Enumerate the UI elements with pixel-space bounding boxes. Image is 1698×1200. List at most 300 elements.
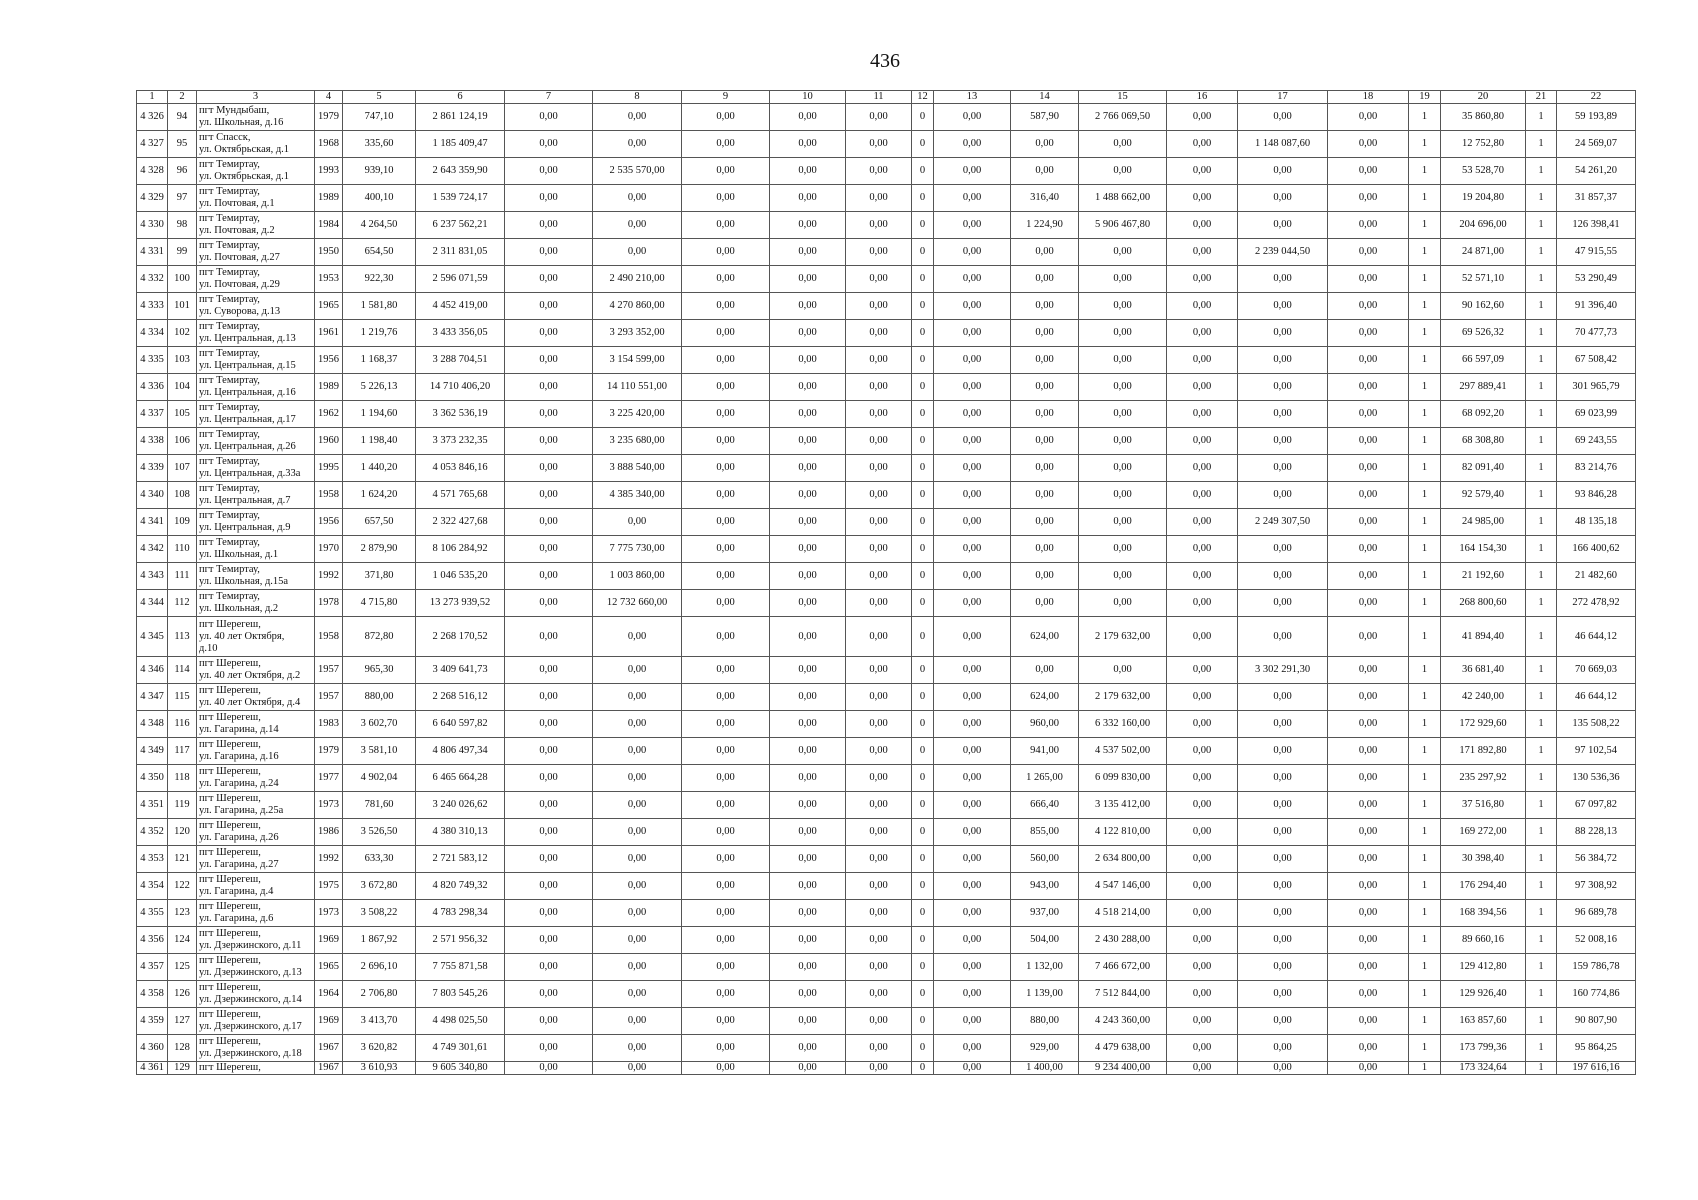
- table-cell: 0,00: [1167, 428, 1238, 455]
- table-cell: 4 330: [137, 212, 168, 239]
- table-row: [137, 1035, 1636, 1062]
- table-cell: 1: [1409, 320, 1441, 347]
- table-cell: 1 198,40: [343, 428, 416, 455]
- table-cell: 0,00: [1328, 657, 1409, 684]
- address-cell: пгт Шерегеш, ул. Дзержинского, д.11: [197, 927, 315, 954]
- table-cell: 7 512 844,00: [1079, 981, 1167, 1008]
- table-cell: 0: [912, 1035, 934, 1062]
- table-cell: 0,00: [846, 819, 912, 846]
- table-cell: 41 894,40: [1441, 617, 1526, 657]
- table-cell: 0: [912, 738, 934, 765]
- table-cell: 0,00: [682, 765, 770, 792]
- table-cell: 2 311 831,05: [416, 239, 505, 266]
- table-cell: 0,00: [770, 320, 846, 347]
- table-cell: 4 326: [137, 104, 168, 131]
- table-cell: 8 106 284,92: [416, 536, 505, 563]
- table-row: [137, 1062, 1636, 1075]
- table-cell: 2 490 210,00: [593, 266, 682, 293]
- table-cell: 1: [1526, 1008, 1557, 1035]
- address-cell: пгт Шерегеш, ул. Гагарина, д.4: [197, 873, 315, 900]
- table-cell: 4 332: [137, 266, 168, 293]
- table-cell: 4 537 502,00: [1079, 738, 1167, 765]
- table-cell: 0,00: [1167, 482, 1238, 509]
- table-cell: 1: [1526, 320, 1557, 347]
- table-cell: 88 228,13: [1557, 819, 1636, 846]
- table-cell: 95: [168, 131, 197, 158]
- table-cell: 657,50: [343, 509, 416, 536]
- table-cell: 0: [912, 428, 934, 455]
- table-cell: 4 243 360,00: [1079, 1008, 1167, 1035]
- table-cell: 48 135,18: [1557, 509, 1636, 536]
- table-cell: 0,00: [1238, 1062, 1328, 1075]
- column-header: 11: [846, 91, 912, 104]
- table-cell: 0,00: [682, 819, 770, 846]
- address-cell: пгт Темиртау, ул. Школьная, д.15а: [197, 563, 315, 590]
- table-cell: 1: [1526, 927, 1557, 954]
- table-cell: 0,00: [1079, 590, 1167, 617]
- table-cell: 0,00: [682, 428, 770, 455]
- table-cell: 0,00: [846, 590, 912, 617]
- table-cell: 4 341: [137, 509, 168, 536]
- table-cell: 0,00: [770, 900, 846, 927]
- table-cell: 0: [912, 590, 934, 617]
- table-cell: 0,00: [682, 1008, 770, 1035]
- table-cell: 3 610,93: [343, 1062, 416, 1075]
- table-cell: 1989: [315, 374, 343, 401]
- table-cell: 0,00: [1238, 563, 1328, 590]
- table-cell: 0,00: [934, 347, 1011, 374]
- table-cell: 4 329: [137, 185, 168, 212]
- table-cell: 4 053 846,16: [416, 455, 505, 482]
- table-cell: 0,00: [682, 563, 770, 590]
- table-row: [137, 536, 1636, 563]
- table-cell: 0,00: [1328, 266, 1409, 293]
- table-cell: 0,00: [770, 590, 846, 617]
- table-cell: 0: [912, 819, 934, 846]
- table-cell: 0,00: [1167, 509, 1238, 536]
- table-cell: 1: [1409, 590, 1441, 617]
- table-cell: 1967: [315, 1035, 343, 1062]
- table-cell: 0,00: [593, 617, 682, 657]
- table-cell: 1: [1409, 563, 1441, 590]
- table-cell: 0,00: [593, 927, 682, 954]
- table-cell: 4 479 638,00: [1079, 1035, 1167, 1062]
- table-cell: 0,00: [1011, 266, 1079, 293]
- table-cell: 83 214,76: [1557, 455, 1636, 482]
- table-cell: 0,00: [1238, 819, 1328, 846]
- table-cell: 4 348: [137, 711, 168, 738]
- table-cell: 21 482,60: [1557, 563, 1636, 590]
- table-cell: 0,00: [1167, 738, 1238, 765]
- table-cell: 13 273 939,52: [416, 590, 505, 617]
- table-cell: 0,00: [682, 981, 770, 1008]
- table-cell: 0,00: [1238, 428, 1328, 455]
- table-cell: 0,00: [1011, 347, 1079, 374]
- table-cell: 1 148 087,60: [1238, 131, 1328, 158]
- address-cell: пгт Темиртау, ул. Суворова, д.13: [197, 293, 315, 320]
- table-cell: 0,00: [682, 536, 770, 563]
- table-cell: 91 396,40: [1557, 293, 1636, 320]
- table-cell: 0,00: [1328, 455, 1409, 482]
- table-cell: 0: [912, 185, 934, 212]
- table-cell: 105: [168, 401, 197, 428]
- table-row: [137, 819, 1636, 846]
- table-cell: 4 347: [137, 684, 168, 711]
- table-row: [137, 657, 1636, 684]
- table-cell: 0,00: [1167, 846, 1238, 873]
- table-cell: 99: [168, 239, 197, 266]
- table-cell: 0,00: [770, 428, 846, 455]
- table-cell: 0,00: [593, 900, 682, 927]
- table-cell: 69 023,99: [1557, 401, 1636, 428]
- table-cell: 0,00: [846, 617, 912, 657]
- table-cell: 3 620,82: [343, 1035, 416, 1062]
- table-cell: 1960: [315, 428, 343, 455]
- table-cell: 0,00: [1238, 927, 1328, 954]
- page-number: 436: [870, 50, 900, 72]
- table-cell: 0: [912, 401, 934, 428]
- table-cell: 1: [1409, 792, 1441, 819]
- address-cell: пгт Темиртау, ул. Центральная, д.9: [197, 509, 315, 536]
- table-cell: 4 333: [137, 293, 168, 320]
- table-cell: 0,00: [682, 657, 770, 684]
- table-cell: 0,00: [505, 428, 593, 455]
- table-cell: 297 889,41: [1441, 374, 1526, 401]
- table-cell: 0,00: [1328, 819, 1409, 846]
- table-cell: 1964: [315, 981, 343, 1008]
- table-cell: 0,00: [1167, 1062, 1238, 1075]
- table-cell: 66 597,09: [1441, 347, 1526, 374]
- table-cell: 4 122 810,00: [1079, 819, 1167, 846]
- table-cell: 0,00: [1238, 684, 1328, 711]
- table-cell: 0,00: [770, 455, 846, 482]
- table-cell: 0,00: [770, 563, 846, 590]
- table-cell: 0,00: [846, 266, 912, 293]
- address-cell: пгт Темиртау, ул. Центральная, д.16: [197, 374, 315, 401]
- table-cell: 69 526,32: [1441, 320, 1526, 347]
- table-cell: 53 290,49: [1557, 266, 1636, 293]
- table-cell: 0,00: [1079, 320, 1167, 347]
- table-cell: 1: [1526, 185, 1557, 212]
- column-header: 2: [168, 91, 197, 104]
- table-cell: 1: [1409, 131, 1441, 158]
- table-cell: 0,00: [1238, 455, 1328, 482]
- table-cell: 2 179 632,00: [1079, 617, 1167, 657]
- table-cell: 0,00: [1238, 954, 1328, 981]
- table-cell: 1970: [315, 536, 343, 563]
- table-cell: 6 465 664,28: [416, 765, 505, 792]
- table-cell: 94: [168, 104, 197, 131]
- table-cell: 1: [1409, 617, 1441, 657]
- table-cell: 4 355: [137, 900, 168, 927]
- table-cell: 163 857,60: [1441, 1008, 1526, 1035]
- table-cell: 0,00: [593, 509, 682, 536]
- table-cell: 0,00: [934, 401, 1011, 428]
- table-cell: 0,00: [934, 428, 1011, 455]
- table-cell: 1: [1526, 158, 1557, 185]
- table-cell: 4 338: [137, 428, 168, 455]
- table-cell: 0,00: [682, 104, 770, 131]
- table-cell: 168 394,56: [1441, 900, 1526, 927]
- table-cell: 0: [912, 293, 934, 320]
- table-cell: 0,00: [1328, 401, 1409, 428]
- table-cell: 3 154 599,00: [593, 347, 682, 374]
- table-cell: 1: [1409, 347, 1441, 374]
- table-cell: 67 097,82: [1557, 792, 1636, 819]
- table-cell: 123: [168, 900, 197, 927]
- table-cell: 4 783 298,34: [416, 900, 505, 927]
- table-cell: 0,00: [1167, 1008, 1238, 1035]
- table-row: [137, 401, 1636, 428]
- table-cell: 4 360: [137, 1035, 168, 1062]
- table-cell: 0,00: [846, 428, 912, 455]
- address-cell: пгт Шерегеш, ул. Дзержинского, д.14: [197, 981, 315, 1008]
- table-cell: 1993: [315, 158, 343, 185]
- table-cell: 0,00: [593, 1035, 682, 1062]
- column-header: 13: [934, 91, 1011, 104]
- table-cell: 0,00: [682, 1062, 770, 1075]
- table-row: [137, 873, 1636, 900]
- table-cell: 0,00: [1167, 158, 1238, 185]
- table-cell: 268 800,60: [1441, 590, 1526, 617]
- table-cell: 1: [1409, 293, 1441, 320]
- table-cell: 114: [168, 657, 197, 684]
- table-cell: 0,00: [1011, 158, 1079, 185]
- table-cell: 3 135 412,00: [1079, 792, 1167, 819]
- table-cell: 129 926,40: [1441, 981, 1526, 1008]
- table-cell: 0,00: [770, 927, 846, 954]
- column-header: 12: [912, 91, 934, 104]
- table-cell: 0,00: [1167, 185, 1238, 212]
- table-cell: 0,00: [682, 266, 770, 293]
- table-cell: 0,00: [505, 927, 593, 954]
- table-cell: 42 240,00: [1441, 684, 1526, 711]
- table-cell: 0,00: [682, 1035, 770, 1062]
- table-cell: 0: [912, 792, 934, 819]
- table-cell: 0,00: [1011, 428, 1079, 455]
- table-cell: 0,00: [770, 185, 846, 212]
- table-cell: 0,00: [1328, 792, 1409, 819]
- table-cell: 0,00: [1079, 536, 1167, 563]
- table-cell: 36 681,40: [1441, 657, 1526, 684]
- table-cell: 0,00: [1011, 657, 1079, 684]
- address-cell: пгт Темиртау, ул. Центральная, д.17: [197, 401, 315, 428]
- table-cell: 0,00: [846, 374, 912, 401]
- table-cell: 2 696,10: [343, 954, 416, 981]
- table-cell: 1995: [315, 455, 343, 482]
- table-cell: 0,00: [934, 536, 1011, 563]
- table-cell: 0,00: [593, 711, 682, 738]
- table-cell: 2 634 800,00: [1079, 846, 1167, 873]
- table-cell: 0,00: [1011, 401, 1079, 428]
- table-cell: 0,00: [846, 347, 912, 374]
- table-cell: 781,60: [343, 792, 416, 819]
- table-cell: 0,00: [505, 104, 593, 131]
- table-cell: 0,00: [593, 954, 682, 981]
- table-cell: 0,00: [1079, 657, 1167, 684]
- table-cell: 37 516,80: [1441, 792, 1526, 819]
- table-cell: 1 488 662,00: [1079, 185, 1167, 212]
- table-cell: 0,00: [505, 293, 593, 320]
- table-cell: 1: [1526, 684, 1557, 711]
- table-cell: 0,00: [505, 900, 593, 927]
- table-cell: 1 003 860,00: [593, 563, 682, 590]
- table-cell: 4 357: [137, 954, 168, 981]
- table-cell: 1: [1409, 1008, 1441, 1035]
- table-cell: 3 508,22: [343, 900, 416, 927]
- table-cell: 3 602,70: [343, 711, 416, 738]
- table-cell: 0,00: [934, 765, 1011, 792]
- table-cell: 21 192,60: [1441, 563, 1526, 590]
- table-cell: 4 361: [137, 1062, 168, 1075]
- table-cell: 56 384,72: [1557, 846, 1636, 873]
- table-cell: 12 732 660,00: [593, 590, 682, 617]
- table-cell: 0: [912, 954, 934, 981]
- table-cell: 0,00: [1328, 131, 1409, 158]
- table-cell: 1: [1526, 846, 1557, 873]
- table-cell: 0,00: [770, 239, 846, 266]
- table-cell: 164 154,30: [1441, 536, 1526, 563]
- table-cell: 112: [168, 590, 197, 617]
- column-header: 3: [197, 91, 315, 104]
- table-cell: 0,00: [1328, 374, 1409, 401]
- table-cell: 0: [912, 873, 934, 900]
- table-cell: 0,00: [846, 563, 912, 590]
- table-cell: 0: [912, 104, 934, 131]
- table-cell: 0,00: [1011, 455, 1079, 482]
- table-cell: 0,00: [1238, 617, 1328, 657]
- table-cell: 0,00: [505, 374, 593, 401]
- table-cell: 1: [1526, 212, 1557, 239]
- table-cell: 0: [912, 711, 934, 738]
- table-cell: 0,00: [682, 617, 770, 657]
- table-cell: 0: [912, 239, 934, 266]
- table-cell: 1956: [315, 347, 343, 374]
- table-cell: 0,00: [1328, 738, 1409, 765]
- table-cell: 0,00: [770, 617, 846, 657]
- table-cell: 1958: [315, 617, 343, 657]
- table-cell: 3 240 026,62: [416, 792, 505, 819]
- table-cell: 0,00: [682, 954, 770, 981]
- table-cell: 0,00: [505, 320, 593, 347]
- table-cell: 0,00: [934, 482, 1011, 509]
- table-cell: 0,00: [1167, 981, 1238, 1008]
- table-cell: 6 237 562,21: [416, 212, 505, 239]
- table-cell: 1: [1409, 900, 1441, 927]
- table-cell: 0,00: [846, 711, 912, 738]
- table-cell: 0,00: [505, 131, 593, 158]
- table-cell: 4 340: [137, 482, 168, 509]
- table-cell: 0,00: [1011, 239, 1079, 266]
- table-cell: 872,80: [343, 617, 416, 657]
- table-cell: 3 293 352,00: [593, 320, 682, 347]
- table-cell: 0,00: [1328, 104, 1409, 131]
- table-cell: 7 466 672,00: [1079, 954, 1167, 981]
- address-cell: пгт Шерегеш, ул. 40 лет Октября, д.4: [197, 684, 315, 711]
- table-cell: 0,00: [505, 455, 593, 482]
- table-cell: 3 288 704,51: [416, 347, 505, 374]
- table-cell: 0,00: [846, 765, 912, 792]
- address-cell: пгт Темиртау, ул. Школьная, д.1: [197, 536, 315, 563]
- column-header: 18: [1328, 91, 1409, 104]
- table-cell: 0,00: [1011, 320, 1079, 347]
- table-cell: 2 706,80: [343, 981, 416, 1008]
- table-cell: 0,00: [505, 684, 593, 711]
- table-cell: 0,00: [934, 981, 1011, 1008]
- table-cell: 0,00: [1328, 239, 1409, 266]
- table-cell: 127: [168, 1008, 197, 1035]
- table-cell: 0,00: [934, 738, 1011, 765]
- table-cell: 0: [912, 765, 934, 792]
- table-cell: 96 689,78: [1557, 900, 1636, 927]
- table-cell: 0,00: [934, 185, 1011, 212]
- table-cell: 1: [1526, 900, 1557, 927]
- table-cell: 93 846,28: [1557, 482, 1636, 509]
- table-cell: 122: [168, 873, 197, 900]
- table-cell: 0,00: [934, 1035, 1011, 1062]
- address-cell: пгт Шерегеш,: [197, 1062, 315, 1075]
- table-cell: 0,00: [846, 1008, 912, 1035]
- address-cell: пгт Темиртау, ул. Почтовая, д.1: [197, 185, 315, 212]
- table-cell: 135 508,22: [1557, 711, 1636, 738]
- table-cell: 1: [1409, 954, 1441, 981]
- table-cell: 0,00: [770, 846, 846, 873]
- table-cell: 0,00: [1167, 293, 1238, 320]
- table-cell: 6 640 597,82: [416, 711, 505, 738]
- table-cell: 1: [1409, 509, 1441, 536]
- table-cell: 0,00: [682, 185, 770, 212]
- table-row: [137, 374, 1636, 401]
- table-cell: 855,00: [1011, 819, 1079, 846]
- table-cell: 4 452 419,00: [416, 293, 505, 320]
- table-cell: 0,00: [505, 711, 593, 738]
- table-row: [137, 684, 1636, 711]
- table-cell: 1: [1409, 266, 1441, 293]
- table-cell: 0,00: [1238, 212, 1328, 239]
- table-cell: 0: [912, 1008, 934, 1035]
- table-cell: 0,00: [682, 401, 770, 428]
- address-cell: пгт Темиртау, ул. Центральная, д.26: [197, 428, 315, 455]
- table-cell: 0,00: [934, 563, 1011, 590]
- table-cell: 3 526,50: [343, 819, 416, 846]
- table-cell: 1 440,20: [343, 455, 416, 482]
- table-cell: 0,00: [1167, 792, 1238, 819]
- table-cell: 4 339: [137, 455, 168, 482]
- table-cell: 4 349: [137, 738, 168, 765]
- table-cell: 90 807,90: [1557, 1008, 1636, 1035]
- table-cell: 1979: [315, 738, 343, 765]
- table-cell: 0,00: [682, 455, 770, 482]
- table-cell: 0: [912, 846, 934, 873]
- address-cell: пгт Шерегеш, ул. Гагарина, д.6: [197, 900, 315, 927]
- table-cell: 0,00: [1011, 536, 1079, 563]
- table-cell: 0,00: [682, 900, 770, 927]
- table-cell: 0,00: [770, 819, 846, 846]
- table-cell: 1973: [315, 792, 343, 819]
- table-cell: 0,00: [934, 266, 1011, 293]
- table-cell: 97 102,54: [1557, 738, 1636, 765]
- table-cell: 0,00: [1167, 684, 1238, 711]
- table-cell: 0,00: [1079, 293, 1167, 320]
- table-cell: 371,80: [343, 563, 416, 590]
- table-cell: 0: [912, 347, 934, 374]
- table-cell: 0,00: [846, 212, 912, 239]
- table-cell: 129 412,80: [1441, 954, 1526, 981]
- table-cell: 4 337: [137, 401, 168, 428]
- table-cell: 1: [1526, 347, 1557, 374]
- table-cell: 4 343: [137, 563, 168, 590]
- table-row: [137, 131, 1636, 158]
